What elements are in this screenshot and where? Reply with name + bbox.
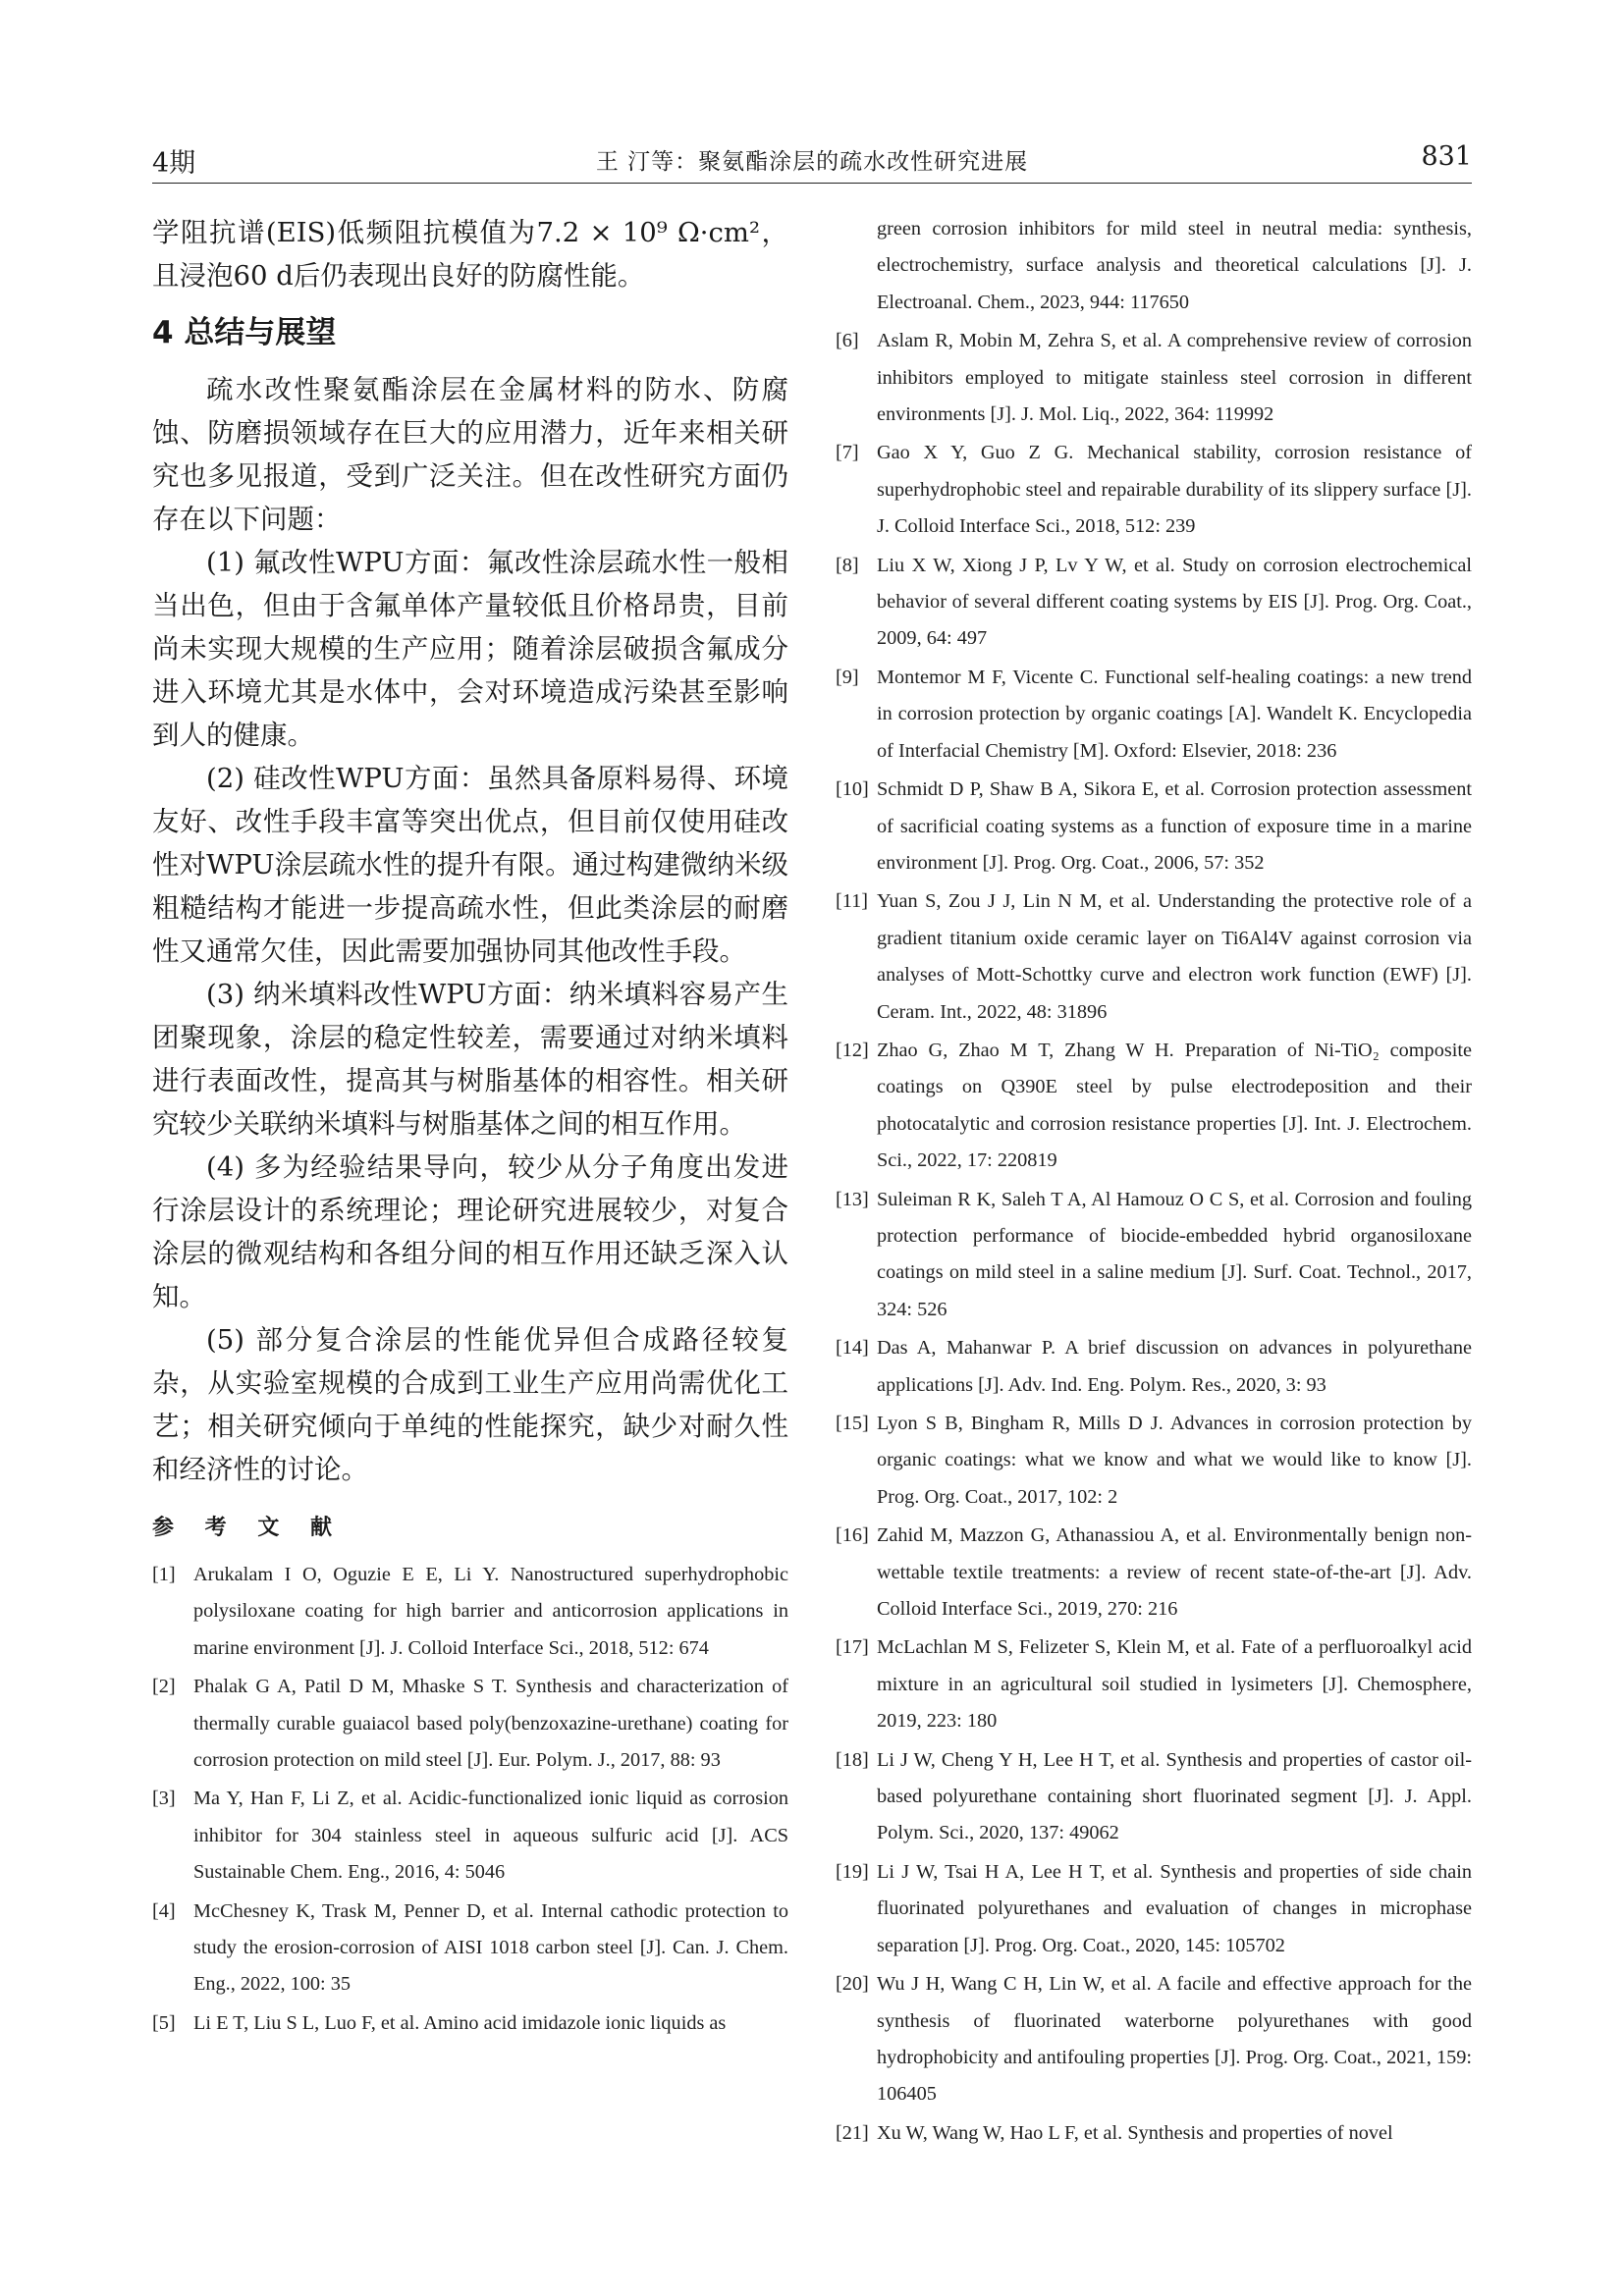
reference-number: [2]	[152, 1676, 176, 1698]
reference-text: Aslam R, Mobin M, Zehra S, et al. A comprehensive review of corrosion inhibitors employed to mitigate stainless steel corrosion in different environments [J]. J. Mol. Liq., 2022, 364: 119992	[877, 330, 1472, 426]
reference-number: [4]	[152, 1899, 176, 1922]
reference-item	[152, 1669, 788, 1779]
reference-text: Xu W, Wang W, Hao L F, et al. Synthesis and properties of novel	[877, 2121, 1393, 2144]
reference-number: [19]	[836, 1860, 869, 1883]
reference-item	[836, 1033, 1472, 1180]
reference-item	[836, 772, 1472, 881]
reference-text: Schmidt D P, Shaw B A, Sikora E, et al. Corrosion protection assessment of sacrificial coating systems as a function of exposure time in a marine environment [J]. Prog. Org. Coat., 2006, 57: 352	[877, 778, 1472, 874]
reference-item	[152, 1894, 788, 2003]
body-paragraph: (2) 硅改性WPU方面：虽然具备原料易得、环境友好、改性手段丰富等突出优点，但目前仅使用硅改性对WPU涂层疏水性的提升有限。通过构建微纳米级粗糙结构才能进一步提高疏水性，但此类涂层的耐磨性又通常欠佳，因此需要加强协同其他改性手段。	[152, 763, 788, 967]
reference-number: [14]	[836, 1337, 869, 1360]
reference-text: Wu J H, Wang C H, Lin W, et al. A facile and effective approach for the synthesis of fluorinated waterborne polyurethanes with good hydrophobicity and antifouling properties [J]. Prog. Org. Coat., 2021, 159: 106405	[877, 1973, 1472, 2106]
reference-text: Zhao G, Zhao M T, Zhang W H. Preparation of Ni-TiO₂ composite coatings on Q390E steel by pulse electrodeposition and their photocatalytic and corrosion resistance properties [J]. Int. J. Electrochem. Sci., 2022, 17: 220819	[877, 1039, 1472, 1172]
right-column	[836, 211, 1472, 2154]
reference-item	[836, 323, 1472, 433]
reference-item	[836, 548, 1472, 658]
reference-number: [11]	[836, 890, 869, 913]
intro-paragraph: 学阻抗谱(EIS)低频阻抗模值为7.2 × 10⁹ Ω·cm²，且浸泡60 d后仍表现出良好的防腐性能。	[152, 217, 788, 292]
reference-item	[836, 435, 1472, 545]
reference-text: Phalak G A, Patil D M, Mhaske S T. Synthesis and characterization of thermally curable guaiacol based poly(benzoxazine-urethane) coating for corrosion protection on mild steel [J]. Eur. Polym. J., 2017, 88: 93	[193, 1676, 788, 1772]
reference-item	[152, 2005, 788, 2042]
reference-item	[836, 1182, 1472, 1329]
reference-text: Arukalam I O, Oguzie E E, Li Y. Nanostructured superhydrophobic polysiloxane coating for high barrier and anticorrosion applications in marine environment [J]. J. Colloid Interface Sci., 2018, 512: 674	[193, 1564, 788, 1659]
reference-item	[836, 1518, 1472, 1628]
reference-item	[836, 2115, 1472, 2152]
reference-number: [8]	[836, 554, 859, 576]
body-paragraph: (4) 多为经验结果导向，较少从分子角度出发进行涂层设计的系统理论；理论研究进展较少，对复合涂层的微观结构和各组分间的相互作用还缺乏深入认知。	[152, 1151, 788, 1312]
body-paragraph: (1) 氟改性WPU方面：氟改性涂层疏水性一般相当出色，但由于含氟单体产量较低且价格昂贵，目前尚未实现大规模的生产应用；随着涂层破损含氟成分进入环境尤其是水体中，会对环境造成污染甚至影响到人的健康。	[152, 547, 788, 751]
reference-number: [9]	[836, 666, 859, 688]
reference-text: McChesney K, Trask M, Penner D, et al. Internal cathodic protection to study the erosion-corrosion of AISI 1018 carbon steel [J]. Can. J. Chem. Eng., 2022, 100: 35	[193, 1899, 788, 1996]
reference-number: [12]	[836, 1039, 869, 1061]
reference-number: [10]	[836, 778, 869, 801]
reference-text: McLachlan M S, Felizeter S, Klein M, et al. Fate of a perfluoroalkyl acid mixture in an agricultural soil studied in lysimeters [J]. Chemosphere, 2019, 223: 180	[877, 1636, 1472, 1733]
reference-text: Lyon S B, Bingham R, Mills D J. Advances in corrosion protection by organic coatings: what we know and what we would like to know [J]. Prog. Org. Coat., 2017, 102: 2	[877, 1413, 1472, 1508]
reference-number: [6]	[836, 330, 859, 352]
reference-number: [13]	[836, 1188, 869, 1210]
page-number: 831	[1421, 141, 1472, 172]
body-paragraph: (3) 纳米填料改性WPU方面：纳米填料容易产生团聚现象，涂层的稳定性较差，需要通过对纳米填料进行表面改性，提高其与树脂基体的相容性。相关研究较少关联纳米填料与树脂基体之间的相互作用。	[152, 979, 788, 1140]
running-header	[152, 139, 1472, 184]
reference-number: [16]	[836, 1524, 869, 1547]
reference-text: Gao X Y, Guo Z G. Mechanical stability, corrosion resistance of superhydrophobic steel and repairable durability of its slippery surface [J]. J. Colloid Interface Sci., 2018, 512: 239	[877, 442, 1472, 538]
reference-item	[152, 1557, 788, 1667]
reference-item	[836, 1742, 1472, 1852]
reference-number: [17]	[836, 1636, 869, 1659]
reference-item	[152, 1781, 788, 1891]
references-heading: 参 考 文 献	[152, 1516, 344, 1540]
body-paragraph: 疏水改性聚氨酯涂层在金属材料的防水、防腐蚀、防磨损领域存在巨大的应用潜力，近年来相关研究也多见报道，受到广泛关注。但在改性研究方面仍存在以下问题：	[152, 374, 788, 535]
reference-number: [18]	[836, 1748, 869, 1771]
reference-item	[836, 1406, 1472, 1516]
body-paragraph: (5) 部分复合涂层的性能优异但合成路径较复杂，从实验室规模的合成到工业生产应用尚需优化工艺；相关研究倾向于单纯的性能探究，缺少对耐久性和经济性的讨论。	[152, 1324, 788, 1485]
reference-number: [21]	[836, 2121, 869, 2144]
reference-text: Das A, Mahanwar P. A brief discussion on advances in polyurethane applications [J]. Adv. Ind. Eng. Polym. Res., 2020, 3: 93	[877, 1337, 1472, 1396]
issue-number: 4期	[152, 148, 196, 179]
section-title: 4 总结与展望	[152, 315, 337, 350]
reference-item	[836, 660, 1472, 770]
reference-text: Li J W, Tsai H A, Lee H T, et al. Synthesis and properties of side chain fluorinated polyurethanes and evaluation of changes in microphase separation [J]. Prog. Org. Coat., 2020, 145: 105702	[877, 1860, 1472, 1956]
reference-text: Suleiman R K, Saleh T A, Al Hamouz O C S, et al. Corrosion and fouling protection performance of biocide-embedded hybrid organosiloxane coatings on mild steel in a saline medium [J]. Surf. Coat. Technol., 2017, 324: 526	[877, 1188, 1472, 1320]
reference-number: [7]	[836, 442, 859, 464]
reference-number: [3]	[152, 1788, 176, 1810]
reference-number: [20]	[836, 1973, 869, 1996]
reference-continuation: green corrosion inhibitors for mild steel in neutral media: synthesis, electrochemistry, surface analysis and theoretical calculations [J]. J. Electroanal. Chem., 2023, 944: 117650	[877, 218, 1472, 313]
reference-item	[836, 883, 1472, 1031]
reference-item	[836, 1854, 1472, 1964]
running-title: 王 汀等：聚氨酯涂层的疏水改性研究进展	[595, 149, 1029, 175]
reference-number: [5]	[152, 2011, 176, 2034]
reference-item	[836, 1966, 1472, 2113]
reference-text: Montemor M F, Vicente C. Functional self-healing coatings: a new trend in corrosion protection by organic coatings [A]. Wandelt K. Encyclopedia of Interfacial Chemistry [M]. Oxford: Elsevier, 2018: 236	[877, 666, 1472, 762]
reference-number: [15]	[836, 1413, 869, 1434]
reference-text: Li J W, Cheng Y H, Lee H T, et al. Synthesis and properties of castor oil-based polyurethane containing short fluorinated segment [J]. J. Appl. Polym. Sci., 2020, 137: 49062	[877, 1748, 1472, 1844]
reference-text: Li E T, Liu S L, Luo F, et al. Amino acid imidazole ionic liquids as	[193, 2011, 727, 2034]
reference-text: Ma Y, Han F, Li Z, et al. Acidic-functionalized ionic liquid as corrosion inhibitor for 304 stainless steel in aqueous sulfuric acid [J]. ACS Sustainable Chem. Eng., 2016, 4: 5046	[193, 1788, 788, 1884]
reference-text: Zahid M, Mazzon G, Athanassiou A, et al. Environmentally benign non-wettable textile treatments: a review of recent state-of-the-art [J]. Adv. Colloid Interface Sci., 2019, 270: 216	[877, 1524, 1472, 1621]
reference-item	[836, 1330, 1472, 1404]
reference-text: Liu X W, Xiong J P, Lv Y W, et al. Study on corrosion electrochemical behavior of several different coating systems by EIS [J]. Prog. Org. Coat., 2009, 64: 497	[877, 554, 1472, 650]
left-column	[152, 211, 788, 2044]
reference-item	[836, 1629, 1472, 1739]
reference-text: Yuan S, Zou J J, Lin N M, et al. Understanding the protective role of a gradient titanium oxide ceramic layer on Ti6Al4V against corrosion via analyses of Mott-Schottky curve and electron work function (EWF) [J]. Ceram. Int., 2022, 48: 31896	[877, 890, 1472, 1023]
reference-number: [1]	[152, 1564, 176, 1585]
